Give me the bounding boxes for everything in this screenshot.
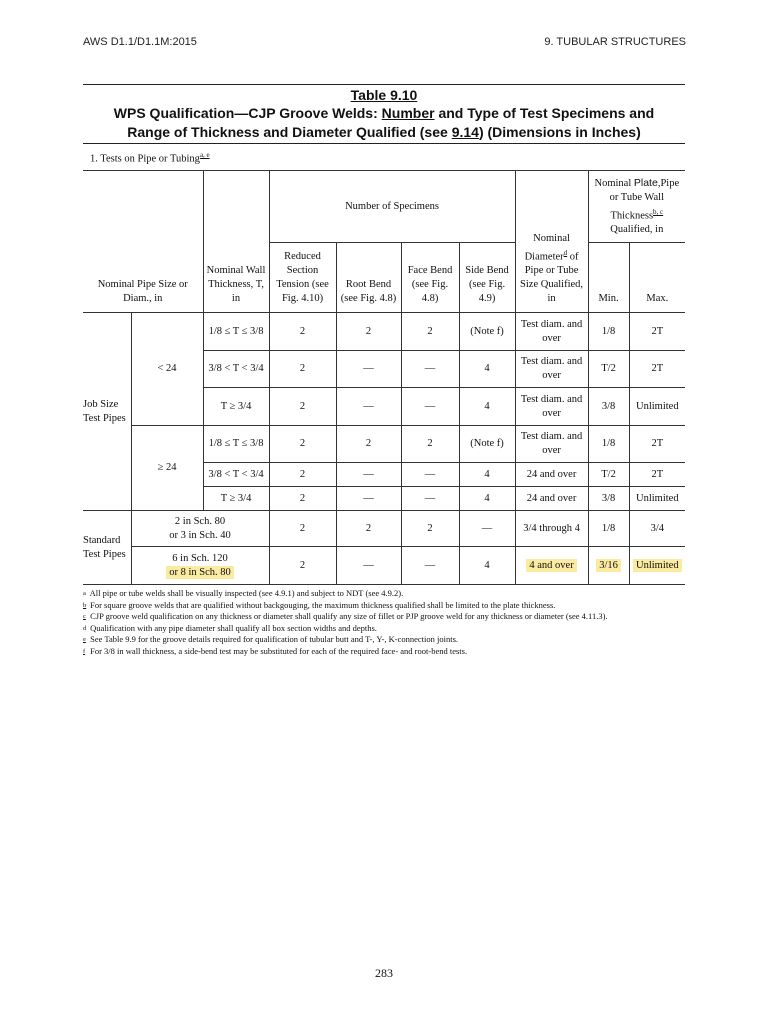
pipe-size-lt24: < 24	[131, 313, 203, 426]
face-cell: —	[401, 351, 459, 388]
header-side-bend: Side Bend (see Fig. 4.9)	[459, 243, 515, 313]
table-row	[83, 313, 685, 351]
max-cell: 2T	[629, 426, 685, 463]
table-title	[83, 86, 685, 142]
root-cell: —	[336, 351, 401, 388]
min-cell: 1/8	[588, 313, 629, 351]
root-cell: —	[336, 487, 401, 511]
table-row	[83, 547, 685, 585]
section-label: 1. Tests on Pipe or Tubing$^{a, e}$	[90, 151, 210, 165]
wall-cell: T ≥ 3/4	[203, 388, 269, 426]
diameter-cell: Test diam. and over	[515, 388, 588, 426]
diameter-cell: 24 and over	[515, 463, 588, 487]
header-wall-thickness: Nominal Wall Thickness, T, in	[203, 171, 269, 313]
diameter-cell	[515, 547, 588, 585]
side-cell: (Note f)	[459, 313, 515, 351]
face-cell: —	[401, 547, 459, 585]
reduced-cell: 2	[269, 463, 336, 487]
header-pipe-size: Nominal Pipe Size or Diam., in	[83, 171, 203, 313]
pipe-size-ge24: ≥ 24	[131, 426, 203, 511]
size-cell: 2 in Sch. 80 or 3 in Sch. 40	[131, 511, 269, 547]
side-cell: 4	[459, 351, 515, 388]
root-cell: —	[336, 388, 401, 426]
header-face-bend: Face Bend (see Fig. 4.8)	[401, 243, 459, 313]
title-top-rule	[83, 84, 685, 85]
face-cell: 2	[401, 426, 459, 463]
min-cell: 1/8	[588, 511, 629, 547]
title-bottom-rule	[83, 143, 685, 144]
diameter-cell: 3/4 through 4	[515, 511, 588, 547]
max-cell: Unlimited	[629, 388, 685, 426]
face-cell: 2	[401, 313, 459, 351]
reduced-cell: 2	[269, 487, 336, 511]
wall-cell: 1/8 ≤ T ≤ 3/8	[203, 313, 269, 351]
max-cell: 2T	[629, 313, 685, 351]
reduced-cell: 2	[269, 426, 336, 463]
max-cell: 3/4	[629, 511, 685, 547]
diameter-cell: Test diam. and over	[515, 351, 588, 388]
specimen-table	[83, 170, 685, 585]
footnote: f For 3/8 in wall thickness, a side-bend test may be substituted for each of the required face- and root-bend tests.	[83, 645, 468, 656]
max-cell: 2T	[629, 463, 685, 487]
wall-cell: 3/8 < T < 3/4	[203, 351, 269, 388]
reduced-cell: 2	[269, 547, 336, 585]
footnote: b For square groove welds that are qualified without backgouging, the maximum thickness qualified shall be limited to the plate thickness.	[83, 599, 556, 610]
title-line-2: Range of Thickness and Diameter Qualified (see 9.14) (Dimensions in Inches)	[127, 124, 641, 140]
reduced-cell: 2	[269, 313, 336, 351]
side-cell: 4	[459, 388, 515, 426]
reduced-cell: 2	[269, 388, 336, 426]
root-cell: 2	[336, 426, 401, 463]
max-cell	[629, 547, 685, 585]
highlight-mark: 4 and over	[526, 559, 576, 572]
diameter-cell: Test diam. and over	[515, 426, 588, 463]
reduced-cell: 2	[269, 511, 336, 547]
reduced-cell: 2	[269, 351, 336, 388]
header-reduced-section: Reduced Section Tension (see Fig. 4.10)	[269, 243, 336, 313]
min-cell	[588, 547, 629, 585]
header-root-bend: Root Bend (see Fig. 4.8)	[336, 243, 401, 313]
side-cell: —	[459, 511, 515, 547]
table-row	[83, 426, 685, 463]
face-cell: —	[401, 388, 459, 426]
running-header-right: 9. TUBULAR STRUCTURES	[544, 36, 686, 48]
header-plate-thickness: Nominal Plate,Pipe or Tube Wall Thickness$^{b, c}$ Qualified, in	[588, 171, 685, 243]
wall-cell: T ≥ 3/4	[203, 487, 269, 511]
min-cell: T/2	[588, 351, 629, 388]
highlight-mark: Unlimited	[633, 559, 682, 572]
root-cell: 2	[336, 313, 401, 351]
footnotes	[83, 588, 685, 657]
header-diameter: Nominal Diameter$^d$ of Pipe or Tube Size Qualified, in	[515, 171, 588, 313]
highlight-mark: 3/16	[596, 559, 621, 572]
face-cell: —	[401, 463, 459, 487]
running-header-left: AWS D1.1/D1.1M:2015	[83, 36, 197, 48]
max-cell: 2T	[629, 351, 685, 388]
side-cell: 4	[459, 463, 515, 487]
root-cell: —	[336, 547, 401, 585]
page-number: 283	[375, 966, 393, 980]
face-cell: 2	[401, 511, 459, 547]
side-cell: 4	[459, 487, 515, 511]
min-cell: 1/8	[588, 426, 629, 463]
min-cell: T/2	[588, 463, 629, 487]
table-row	[83, 511, 685, 547]
root-cell: 2	[336, 511, 401, 547]
wall-cell: 3/8 < T < 3/4	[203, 463, 269, 487]
group-standard: Standard Test Pipes	[83, 511, 131, 585]
side-cell: (Note f)	[459, 426, 515, 463]
title-line-1: WPS Qualification—CJP Groove Welds: Number and Type of Test Specimens and	[113, 105, 655, 121]
footnote: c CJP groove weld qualification on any thickness or diameter shall qualify any size of fillet or PJP groove weld for any thickness or diameter (see 4.11.3).	[83, 611, 608, 621]
diameter-cell: Test diam. and over	[515, 313, 588, 351]
header-max: Max.	[629, 243, 685, 313]
footnote: a All pipe or tube welds shall be visually inspected (see 4.9.1) and subject to NDT (see 4.9.2).	[83, 588, 404, 598]
table-number: Table 9.10	[350, 87, 418, 103]
group-job-size: Job Size Test Pipes	[83, 313, 131, 511]
highlight-mark: or 8 in Sch. 80	[166, 566, 234, 579]
footnote: d Qualification with any pipe diameter shall qualify all box section widths and depths.	[83, 622, 377, 633]
size-cell: 6 in Sch. 120 or 8 in Sch. 80	[131, 547, 269, 585]
footnote: e See Table 9.9 for the groove details required for qualification of tubular butt and T-, Y-, K-connection joints.	[83, 634, 459, 644]
diameter-cell: 24 and over	[515, 487, 588, 511]
min-cell: 3/8	[588, 388, 629, 426]
face-cell: —	[401, 487, 459, 511]
min-cell: 3/8	[588, 487, 629, 511]
max-cell: Unlimited	[629, 487, 685, 511]
side-cell: 4	[459, 547, 515, 585]
wall-cell: 1/8 ≤ T ≤ 3/8	[203, 426, 269, 463]
root-cell: —	[336, 463, 401, 487]
header-min: Min.	[588, 243, 629, 313]
header-row-1	[83, 171, 685, 243]
header-number-of-specimens: Number of Specimens	[269, 171, 515, 243]
